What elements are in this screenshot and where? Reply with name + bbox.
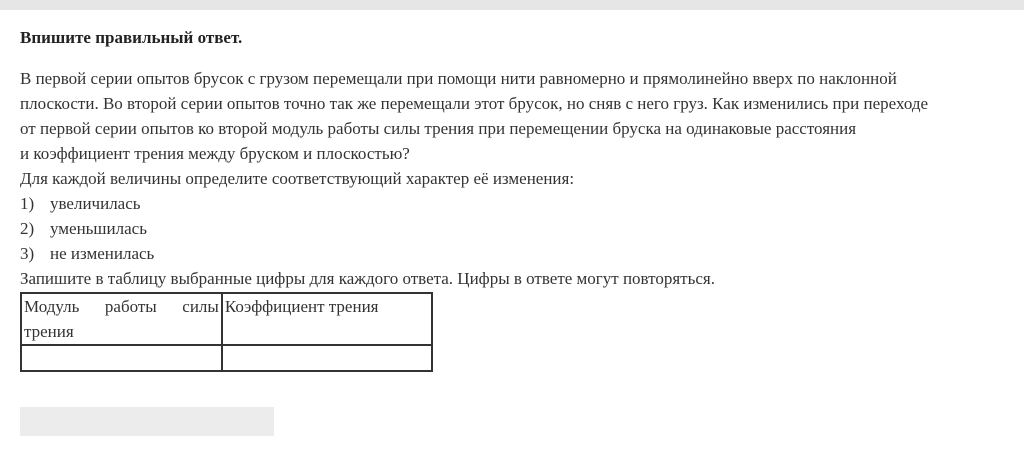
option-text: уменьшилась [50,219,147,238]
answer-table-input-row [21,345,432,371]
question-line: плоскости. Во второй серии опытов точно так же перемещали этот брусок, но сняв с него груз. Как изменились при переходе [20,94,929,113]
option-text: увеличилась [50,194,141,213]
option-item [20,216,1001,241]
answer-input-placeholder[interactable] [20,407,274,436]
option-item [20,241,1001,266]
header-friction-coefficient: Коэффициент трения [222,293,432,345]
option-item [20,191,1001,216]
answer-cell-friction-coefficient[interactable] [222,345,432,371]
task-content [20,28,1001,372]
header-work-friction: Модуль работы силы трения [21,293,222,345]
task-instruction: Впишите правильный ответ. [20,28,243,47]
question-line: от первой серии опытов ко второй модуль работы силы трения при перемещении бруска на одинаковые расстояния [20,119,857,138]
answer-hint: Запишите в таблицу выбранные цифры для каждого ответа. Цифры в ответе могут повторяться. [20,269,715,288]
options-list [20,191,1001,266]
option-number: 1) [20,194,35,213]
question-line: В первой серии опытов брусок с грузом перемещали при помощи нити равномерно и прямолинейно вверх по наклонной [20,69,897,88]
answer-cell-work-friction[interactable] [21,345,222,371]
question-line: и коэффициент трения между бруском и плоскостью? [20,144,410,163]
option-number: 2) [20,219,35,238]
option-number: 3) [20,244,35,263]
question-text [20,66,1001,166]
option-text: не изменилась [50,244,155,263]
answer-table-header-row [21,293,432,345]
question-prompt: Для каждой величины определите соответствующий характер её изменения: [20,169,575,188]
top-bar [0,0,1024,10]
answer-table [20,292,433,372]
